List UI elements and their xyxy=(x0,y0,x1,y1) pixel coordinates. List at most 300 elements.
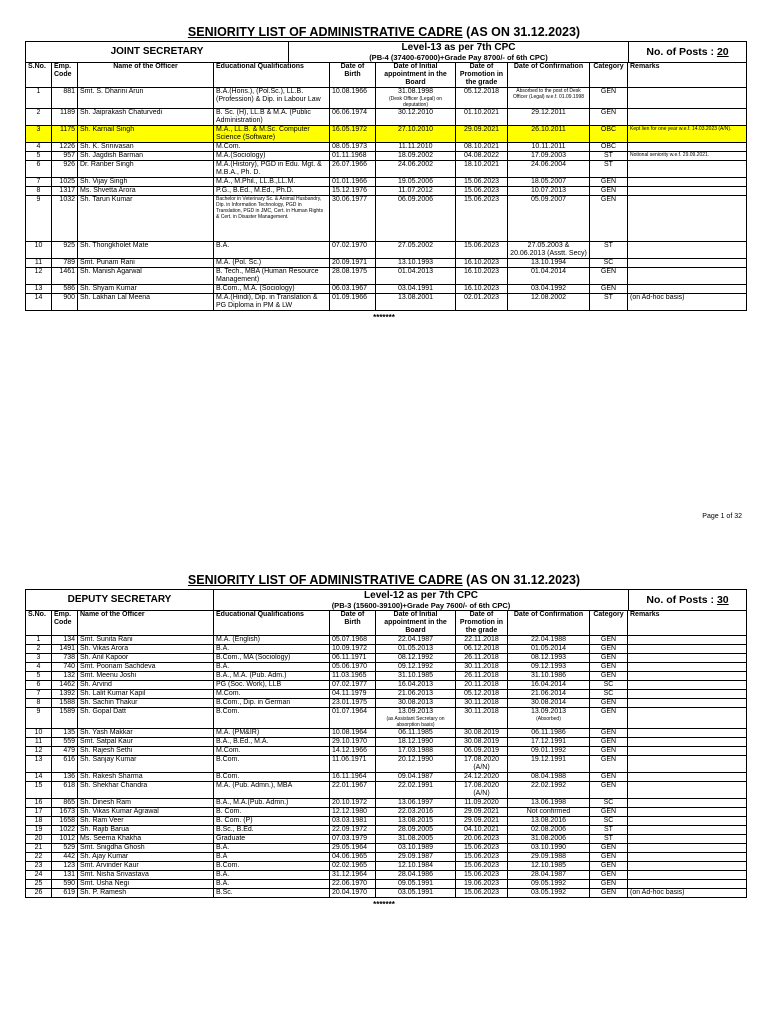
cell-initial-appointment-value: 22.02.1991 xyxy=(397,782,434,789)
cell-initial-appointment xyxy=(376,187,456,196)
cell-emp-code xyxy=(52,268,78,285)
cell-promotion-value: 16.10.2023 xyxy=(463,259,500,266)
cell-promotion-value: 29.09.2021 xyxy=(463,808,500,815)
cell-emp-code xyxy=(52,817,78,826)
cell-category-value: GEN xyxy=(600,636,617,643)
cell-initial-appointment-value: 18.09.2002 xyxy=(397,152,434,159)
cell-confirmation xyxy=(508,672,590,681)
cell-initial-appointment-value: 29.09.1987 xyxy=(397,853,434,860)
cell-emp-code xyxy=(52,708,78,729)
cell-education-value: B.Sc. xyxy=(216,889,233,896)
cell-promotion xyxy=(456,663,508,672)
cell-confirmation xyxy=(508,756,590,773)
cell-emp-code xyxy=(52,699,78,708)
cell-remarks xyxy=(628,808,747,817)
cell-dob xyxy=(330,645,376,654)
table-row xyxy=(26,88,747,109)
cell-sno-value: 8 xyxy=(36,187,41,194)
cell-sno xyxy=(26,889,52,898)
cell-education-value: M.Com. xyxy=(216,690,241,697)
cell-confirmation-value: 29.12.2011 xyxy=(531,109,566,116)
cell-sno-value: 2 xyxy=(36,109,41,116)
section-header-deputy-secretary xyxy=(25,589,747,610)
cell-initial-appointment xyxy=(376,285,456,294)
cell-initial-appointment xyxy=(376,817,456,826)
cell-education xyxy=(214,817,330,826)
cell-education xyxy=(214,782,330,799)
cell-education-value: Graduate xyxy=(216,835,246,842)
cell-dob xyxy=(330,143,376,152)
table-row xyxy=(26,756,747,773)
cell-education-value: B. Com. (P) xyxy=(216,817,253,824)
cell-initial-appointment-value: 31.08.1998 xyxy=(397,88,434,95)
cell-category xyxy=(590,672,628,681)
cell-initial-appointment-value: 09.12.1992 xyxy=(397,663,434,670)
cell-name-value: Ms. Shvetta Arora xyxy=(80,187,136,194)
cell-confirmation-value: 13.08.2016 xyxy=(530,817,567,824)
col-education: Educational Qualifications xyxy=(214,611,330,636)
cell-category-value: GEN xyxy=(600,285,617,292)
cell-initial-appointment xyxy=(376,889,456,898)
cell-education-value: B.A., M.A.(Pub. Admn.) xyxy=(216,799,289,806)
title-date: (AS ON 31.12.2023) xyxy=(462,25,581,39)
cell-initial-appointment xyxy=(376,663,456,672)
cell-category-value: ST xyxy=(604,161,613,168)
cell-name-value: Sh. Jaiprakash Chaturvedi xyxy=(80,109,163,116)
cell-name-value: Smt. Nisha Srivastava xyxy=(80,871,149,878)
cell-name-value: Smt. Usha Negi xyxy=(80,880,130,887)
cell-name-value: Sh. Ajay Kumar xyxy=(80,853,129,860)
cell-initial-appointment-note: (as Assistant Secretary on absorption basis) xyxy=(386,716,445,728)
table-body-deputy-secretary xyxy=(26,636,747,898)
cell-emp-code-value: 1317 xyxy=(59,187,75,194)
cell-emp-code-value: 123 xyxy=(63,862,75,869)
cell-confirmation-value: 02.08.2006 xyxy=(530,826,567,833)
cell-dob-value: 22.01.1967 xyxy=(332,782,368,789)
cell-category xyxy=(590,645,628,654)
cell-promotion-value: 29.09.2021 xyxy=(463,817,500,824)
cell-education-value: B.A. xyxy=(216,663,230,670)
cell-emp-code xyxy=(52,285,78,294)
cell-confirmation xyxy=(508,109,590,126)
cell-dob xyxy=(330,259,376,268)
cell-initial-appointment xyxy=(376,862,456,871)
col-name: Name of the Officer xyxy=(78,63,214,88)
cell-dob xyxy=(330,126,376,143)
cell-remarks xyxy=(628,708,747,729)
cell-promotion-value: 18.10.2021 xyxy=(463,161,500,168)
cell-name-value: Sh. P. Ramesh xyxy=(80,889,127,896)
pay-level: Level-12 as per 7th CPC xyxy=(364,590,478,601)
cell-dob xyxy=(330,844,376,853)
cell-name-value: Sh. Yash Makkar xyxy=(80,729,133,736)
title-main: SENIORITY LIST OF ADMINISTRATIVE CADRE xyxy=(187,573,463,587)
cell-confirmation-value: 29.09.1988 xyxy=(530,853,567,860)
table-row xyxy=(26,773,747,782)
cell-name-value: Sh. Jagdish Barman xyxy=(80,152,144,159)
cell-promotion-value: 11.09.2020 xyxy=(464,799,499,806)
cell-category xyxy=(590,636,628,645)
cell-name xyxy=(78,143,214,152)
cell-education-value: B. Com. xyxy=(216,808,242,815)
cell-education xyxy=(214,178,330,187)
cell-category-value: GEN xyxy=(600,88,617,95)
table-row xyxy=(26,161,747,178)
cell-sno xyxy=(26,636,52,645)
cell-dob-value: 05.07.1968 xyxy=(332,636,368,643)
cell-promotion-value: 15.06.2023 xyxy=(463,844,500,851)
cell-education xyxy=(214,152,330,161)
cell-emp-code-value: 1588 xyxy=(59,699,75,706)
cell-promotion xyxy=(456,268,508,285)
cell-promotion-value: 08.10.2021 xyxy=(463,143,500,150)
cell-confirmation xyxy=(508,817,590,826)
cell-promotion xyxy=(456,747,508,756)
cell-sno xyxy=(26,756,52,773)
cell-sno-value: 24 xyxy=(34,871,43,878)
cell-emp-code xyxy=(52,889,78,898)
cell-name xyxy=(78,663,214,672)
table-row xyxy=(26,268,747,285)
cell-name-value: Sh. Rakesh Sharma xyxy=(80,773,143,780)
cell-education xyxy=(214,889,330,898)
cell-category-value: GEN xyxy=(600,871,617,878)
cell-promotion xyxy=(456,645,508,654)
cell-initial-appointment-value: 13.08.2015 xyxy=(397,817,434,824)
cell-education-value: M.A. (PM&IR) xyxy=(216,729,260,736)
cell-initial-appointment xyxy=(376,738,456,747)
cell-dob xyxy=(330,871,376,880)
cell-education-value: B.A., B.Ed., M.A. xyxy=(216,738,269,745)
col-education: Educational Qualifications xyxy=(214,63,330,88)
cell-confirmation xyxy=(508,708,590,729)
cell-dob-value: 06.03.1967 xyxy=(332,285,368,292)
cell-initial-appointment xyxy=(376,699,456,708)
cell-promotion xyxy=(456,636,508,645)
cell-category-value: GEN xyxy=(600,880,617,887)
cell-remarks xyxy=(628,645,747,654)
cell-name xyxy=(78,242,214,259)
cell-emp-code-value: 740 xyxy=(63,663,75,670)
cell-remarks-value: (on Ad-hoc basis) xyxy=(630,294,685,301)
cell-sno-value: 21 xyxy=(34,844,43,851)
table-row xyxy=(26,853,747,862)
cell-sno xyxy=(26,161,52,178)
cell-category-value: GEN xyxy=(600,699,617,706)
cell-promotion xyxy=(456,126,508,143)
cell-name xyxy=(78,782,214,799)
cell-name-value: Sh. K. Srinivasan xyxy=(80,143,134,150)
cell-remarks xyxy=(628,729,747,738)
cell-sno xyxy=(26,808,52,817)
cell-emp-code-value: 1461 xyxy=(59,268,75,275)
posts-count-cell xyxy=(629,590,747,611)
cell-name xyxy=(78,889,214,898)
cell-dob-value: 07.02.1977 xyxy=(332,681,368,688)
cell-promotion xyxy=(456,782,508,799)
cell-initial-appointment-value: 01.04.2013 xyxy=(397,268,434,275)
cell-remarks xyxy=(628,773,747,782)
cell-category xyxy=(590,747,628,756)
cell-sno xyxy=(26,738,52,747)
cell-promotion xyxy=(456,152,508,161)
cell-sno xyxy=(26,835,52,844)
cell-promotion-value: 05.12.2018 xyxy=(463,690,500,697)
cell-emp-code-value: 135 xyxy=(63,729,75,736)
cell-education xyxy=(214,88,330,109)
cell-emp-code-value: 865 xyxy=(63,799,75,806)
cell-promotion-value: 19.06.2023 xyxy=(463,880,500,887)
cell-category xyxy=(590,654,628,663)
cell-promotion-value: 05.12.2018 xyxy=(463,88,500,95)
cell-dob xyxy=(330,294,376,311)
table-row xyxy=(26,109,747,126)
cell-promotion-value: 30.08.2019 xyxy=(463,729,500,736)
cell-sno xyxy=(26,871,52,880)
cell-education-value: B.A xyxy=(216,853,228,860)
cell-promotion xyxy=(456,756,508,773)
seniority-table-joint-secretary xyxy=(25,62,747,311)
cell-emp-code xyxy=(52,808,78,817)
cell-name xyxy=(78,187,214,196)
cell-promotion-value: 01.10.2021 xyxy=(463,109,500,116)
cell-confirmation-value: 09.05.1992 xyxy=(530,880,567,887)
cell-initial-appointment xyxy=(376,773,456,782)
cell-name-value: Sh. Vikas Arora xyxy=(80,645,129,652)
cell-emp-code-value: 1462 xyxy=(59,681,75,688)
cell-emp-code-value: 1022 xyxy=(59,826,75,833)
cell-dob-value: 29.05.1964 xyxy=(332,844,368,851)
col-sno: S.No. xyxy=(26,611,52,636)
cell-dob-value: 08.05.1973 xyxy=(332,143,368,150)
cell-category-value: SC xyxy=(603,259,614,266)
cell-remarks xyxy=(628,285,747,294)
table-row xyxy=(26,871,747,880)
cell-initial-appointment-note: (Desk Officer (Legal) on deputation) xyxy=(389,96,442,108)
cell-sno-value: 26 xyxy=(34,889,43,896)
cell-name-value: Dr. Ranber Singh xyxy=(80,161,134,168)
cell-promotion xyxy=(456,817,508,826)
cell-name xyxy=(78,196,214,242)
cell-education xyxy=(214,294,330,311)
cell-promotion xyxy=(456,799,508,808)
cell-name xyxy=(78,152,214,161)
cell-category-value: GEN xyxy=(600,782,617,789)
cell-emp-code-value: 134 xyxy=(63,636,75,643)
cell-dob xyxy=(330,187,376,196)
cell-category-value: GEN xyxy=(600,729,617,736)
cell-sno xyxy=(26,747,52,756)
table-row xyxy=(26,285,747,294)
table-row xyxy=(26,699,747,708)
cell-category-value: SC xyxy=(603,690,614,697)
cell-promotion xyxy=(456,699,508,708)
cell-promotion xyxy=(456,259,508,268)
cell-education-value: PG (Soc. Work), LLB xyxy=(216,681,282,688)
cell-category-value: GEN xyxy=(600,187,617,194)
cell-confirmation-value: 03.10.1990 xyxy=(530,844,567,851)
cell-sno-value: 15 xyxy=(34,782,43,789)
cell-category xyxy=(590,109,628,126)
col-category: Category xyxy=(590,63,628,88)
cell-confirmation xyxy=(508,826,590,835)
cell-dob xyxy=(330,817,376,826)
table-row xyxy=(26,681,747,690)
cell-name xyxy=(78,161,214,178)
cell-confirmation-value: 16.04.2014 xyxy=(530,681,567,688)
cell-emp-code xyxy=(52,681,78,690)
cell-education xyxy=(214,672,330,681)
cell-dob xyxy=(330,636,376,645)
col-name: Name of the Officer xyxy=(78,611,214,636)
cell-promotion-value: 02.01.2023 xyxy=(463,294,500,301)
cell-name xyxy=(78,699,214,708)
cell-promotion-value: 04.10.2021 xyxy=(463,826,500,833)
cell-education-value: M.Com. xyxy=(216,143,241,150)
cell-dob xyxy=(330,889,376,898)
cell-category xyxy=(590,799,628,808)
cell-category xyxy=(590,178,628,187)
cell-emp-code-value: 618 xyxy=(63,782,75,789)
cell-emp-code xyxy=(52,126,78,143)
cell-dob-value: 30.06.1977 xyxy=(332,196,368,203)
cell-dob-value: 16.05.1972 xyxy=(332,126,368,133)
cell-promotion xyxy=(456,853,508,862)
cell-confirmation xyxy=(508,738,590,747)
cell-sno-value: 10 xyxy=(34,729,43,736)
cell-dob xyxy=(330,738,376,747)
cell-category-value: SC xyxy=(603,681,614,688)
cell-name xyxy=(78,826,214,835)
cell-promotion-value: 15.06.2023 xyxy=(463,242,500,249)
table-row xyxy=(26,152,747,161)
cell-education xyxy=(214,880,330,889)
cell-dob-value: 01.09.1966 xyxy=(332,294,368,301)
cell-promotion xyxy=(456,880,508,889)
cell-initial-appointment xyxy=(376,880,456,889)
cell-education xyxy=(214,773,330,782)
cell-dob xyxy=(330,799,376,808)
cell-education xyxy=(214,196,330,242)
cell-category-value: GEN xyxy=(600,268,617,275)
pay-level: Level-13 as per 7th CPC xyxy=(401,42,516,53)
cell-remarks xyxy=(628,817,747,826)
cell-emp-code-value: 1025 xyxy=(59,178,75,185)
cell-promotion xyxy=(456,826,508,835)
cell-name xyxy=(78,268,214,285)
cell-sno xyxy=(26,654,52,663)
cell-name-value: Smt. S. Dharini Arun xyxy=(80,88,144,95)
cell-confirmation xyxy=(508,808,590,817)
cell-category-value: ST xyxy=(604,835,613,842)
col-sno: S.No. xyxy=(26,63,52,88)
cell-confirmation-value: 17.12.1991 xyxy=(530,738,567,745)
cell-sno xyxy=(26,672,52,681)
cell-initial-appointment-value: 06.11.1985 xyxy=(398,729,433,736)
cell-name xyxy=(78,259,214,268)
post-name: DEPUTY SECRETARY xyxy=(26,590,214,611)
cell-confirmation-value: 03.04.1992 xyxy=(530,285,567,292)
cell-sno xyxy=(26,862,52,871)
table-row xyxy=(26,178,747,187)
cell-name-value: Smt. Punam Rani xyxy=(80,259,135,266)
cell-education xyxy=(214,242,330,259)
cell-name xyxy=(78,880,214,889)
cell-emp-code xyxy=(52,690,78,699)
cell-education xyxy=(214,268,330,285)
cell-confirmation xyxy=(508,729,590,738)
cell-emp-code xyxy=(52,871,78,880)
cell-promotion xyxy=(456,738,508,747)
cell-dob-value: 07.03.1979 xyxy=(332,835,368,842)
cell-education-value: M.A., M.Phil., LL.B.,LL.M. xyxy=(216,178,296,185)
table-row xyxy=(26,654,747,663)
table-row xyxy=(26,808,747,817)
cell-sno xyxy=(26,817,52,826)
cell-initial-appointment-value: 06.09.2006 xyxy=(397,196,434,203)
cell-sno xyxy=(26,782,52,799)
cell-initial-appointment-value: 21.06.2013 xyxy=(397,690,434,697)
cell-category xyxy=(590,729,628,738)
col-initial-appointment: Date of Initial appointment in the Board xyxy=(376,63,456,88)
cell-dob xyxy=(330,663,376,672)
cell-emp-code xyxy=(52,152,78,161)
cell-sno xyxy=(26,126,52,143)
cell-emp-code-value: 1226 xyxy=(59,143,75,150)
cell-category-value: GEN xyxy=(600,853,617,860)
cell-emp-code-value: 442 xyxy=(63,853,75,860)
cell-emp-code xyxy=(52,729,78,738)
cell-promotion xyxy=(456,773,508,782)
table-row xyxy=(26,817,747,826)
cell-confirmation-value: 24.06.2004 xyxy=(530,161,567,168)
cell-promotion xyxy=(456,285,508,294)
pay-scale: (PB-4 (37400-67000)+Grade Pay 8700/- of 6th CPC) xyxy=(369,53,548,62)
cell-initial-appointment-value: 18.12.1990 xyxy=(397,738,434,745)
cell-education-value: B.A., M.A. (Pub. Adm.) xyxy=(216,672,287,679)
cell-initial-appointment xyxy=(376,143,456,152)
cell-education-value: B.Sc., B.Ed. xyxy=(216,826,254,833)
cell-initial-appointment-value: 27.05.2002 xyxy=(397,242,434,249)
cell-remarks xyxy=(628,853,747,862)
cell-confirmation-value: 31.10.1986 xyxy=(530,672,567,679)
cell-promotion xyxy=(456,844,508,853)
cell-education-value: B.Com. xyxy=(216,862,240,869)
cell-education xyxy=(214,699,330,708)
cell-sno-value: 4 xyxy=(36,143,41,150)
cell-emp-code-value: 900 xyxy=(63,294,75,301)
cell-promotion-value: 30.11.2018 xyxy=(464,663,499,670)
cell-confirmation xyxy=(508,782,590,799)
cell-name xyxy=(78,285,214,294)
cell-remarks xyxy=(628,782,747,799)
cell-promotion-value: 15.06.2023 xyxy=(463,853,500,860)
cell-category-value: GEN xyxy=(600,844,617,851)
cell-initial-appointment xyxy=(376,835,456,844)
cell-dob-value: 01.11.1968 xyxy=(332,152,367,159)
cell-name-value: Sh. Karnail Singh xyxy=(80,126,135,133)
cell-category xyxy=(590,699,628,708)
cell-category xyxy=(590,663,628,672)
cell-confirmation xyxy=(508,259,590,268)
cell-name xyxy=(78,178,214,187)
cell-category-value: GEN xyxy=(600,645,617,652)
cell-education xyxy=(214,808,330,817)
cell-name xyxy=(78,862,214,871)
cell-emp-code xyxy=(52,672,78,681)
table-row xyxy=(26,844,747,853)
table-row xyxy=(26,294,747,311)
